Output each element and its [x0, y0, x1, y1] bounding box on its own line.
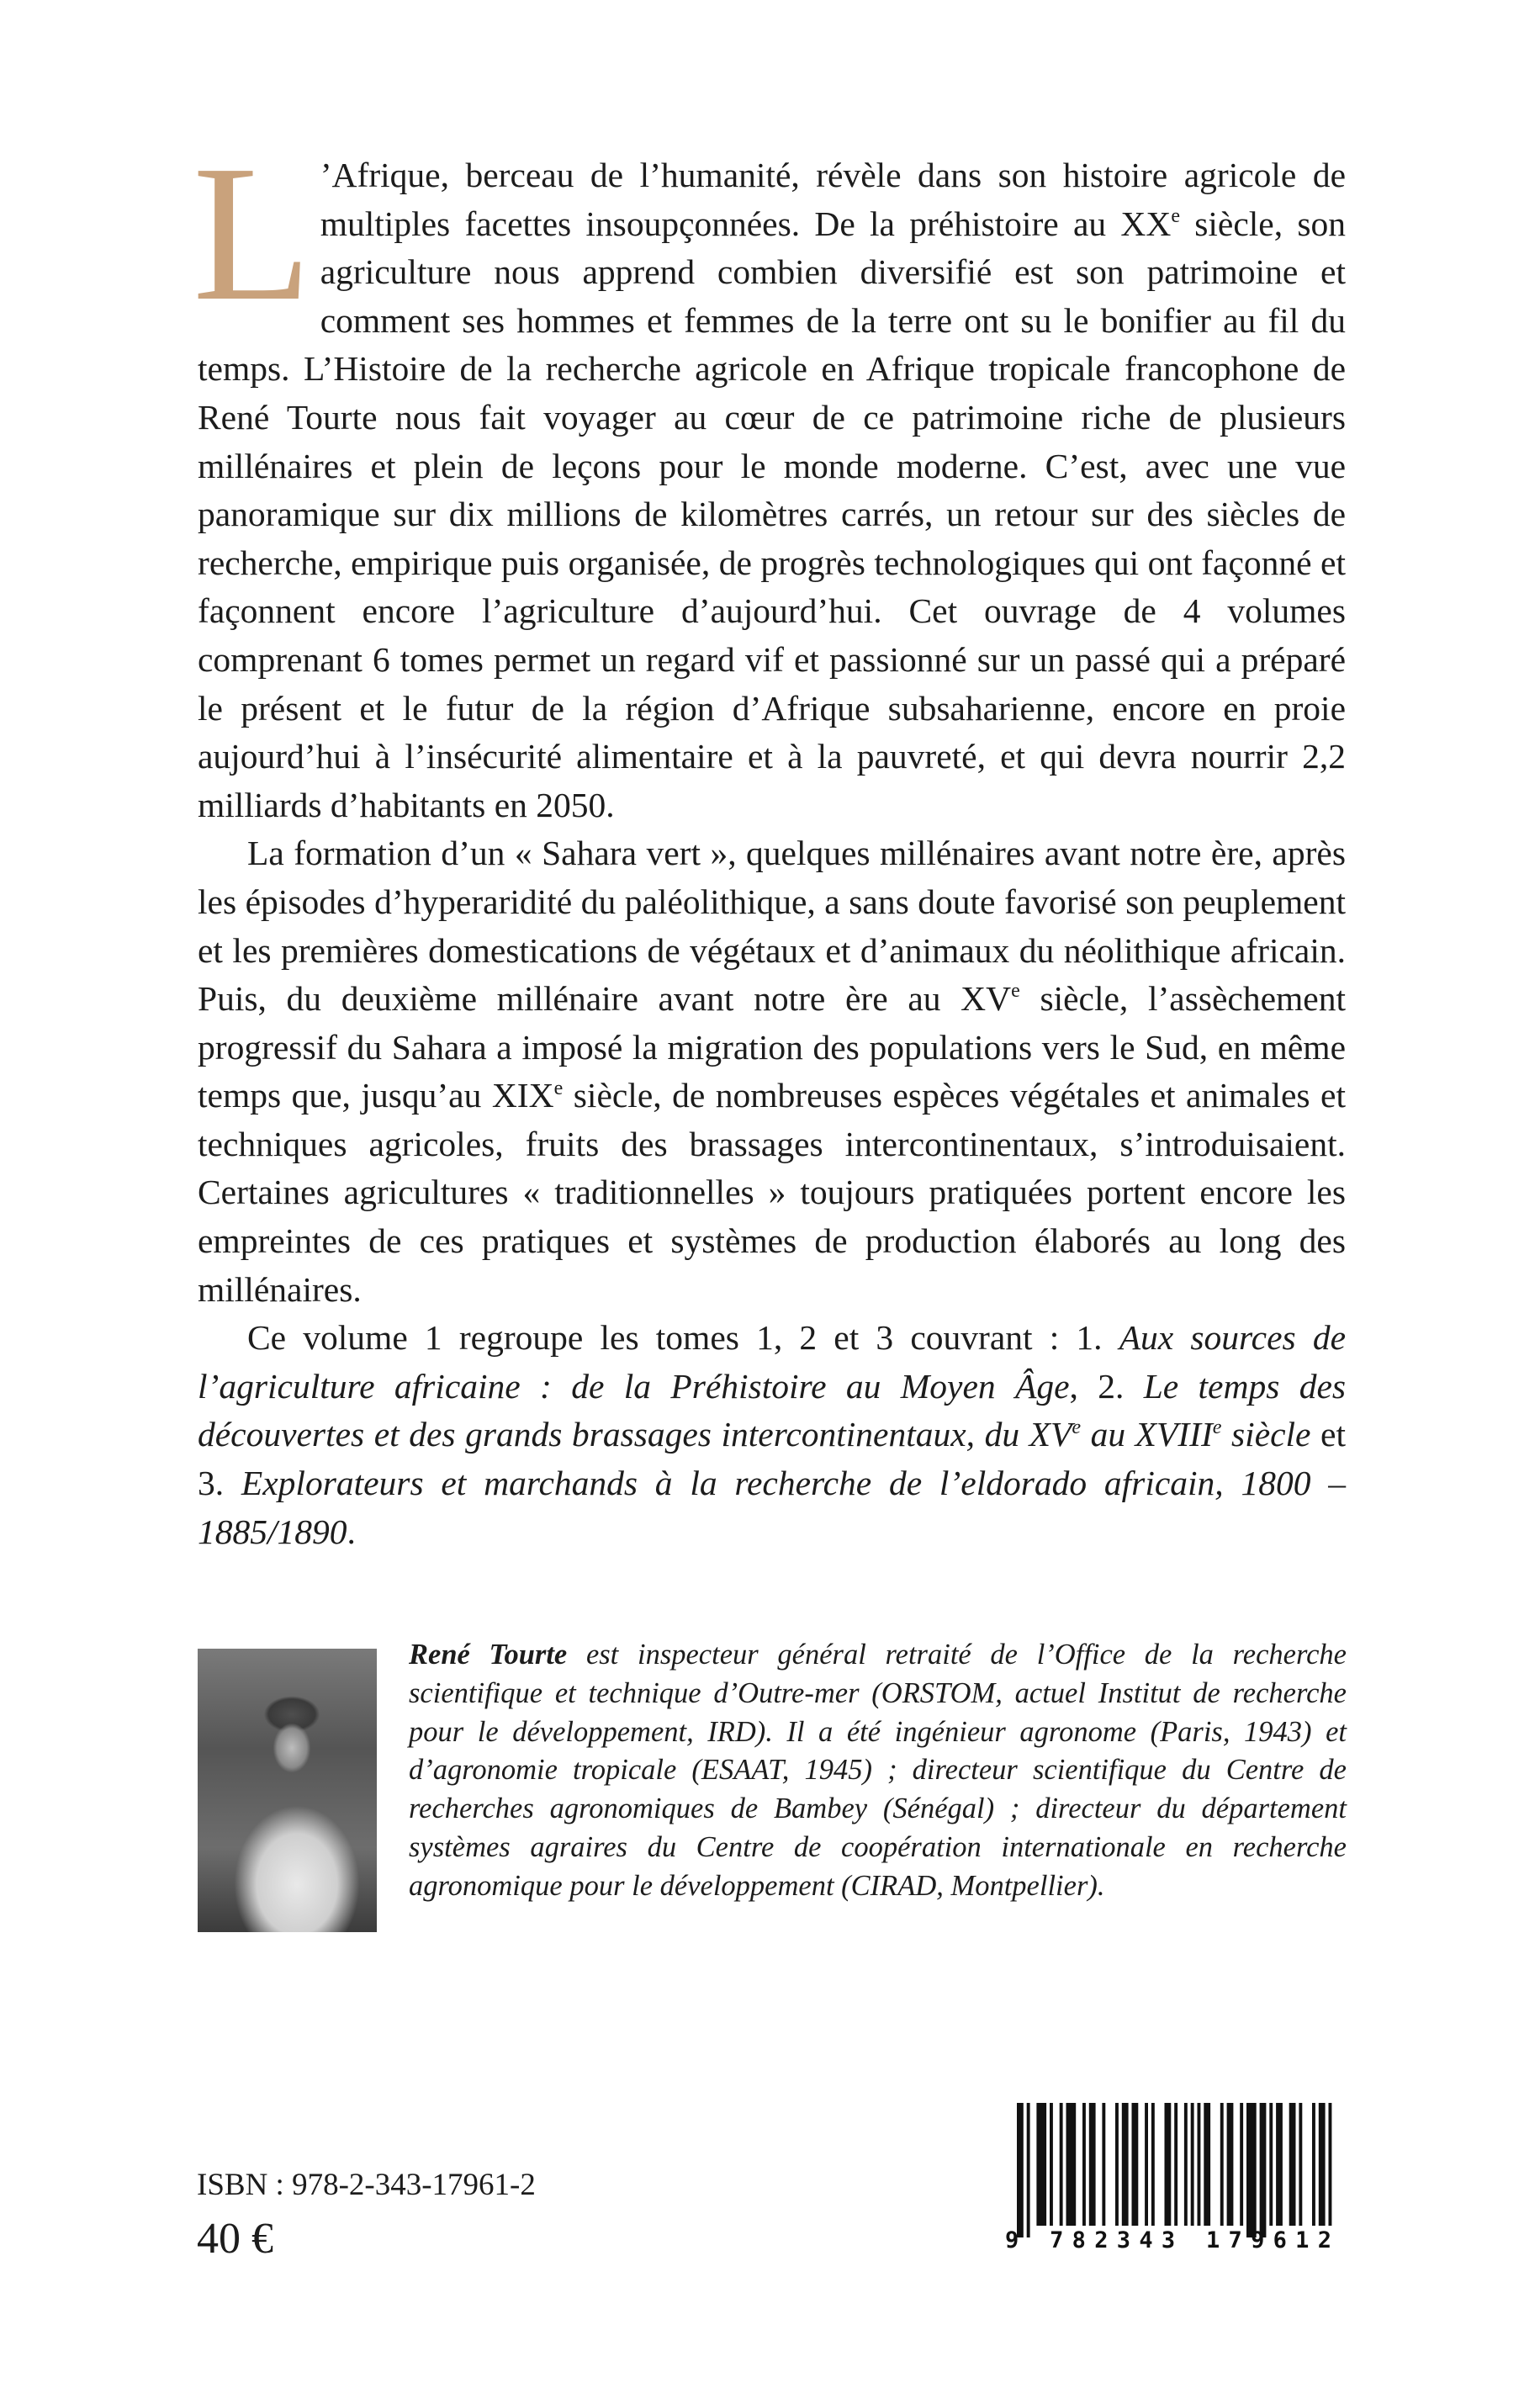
author-photo [198, 1649, 377, 1932]
barcode-bar [1260, 2103, 1267, 2237]
barcode-graphic [998, 2101, 1337, 2253]
barcode-bar [1299, 2103, 1302, 2226]
barcode-bar [1191, 2103, 1194, 2226]
description-text [193, 125, 1347, 1556]
barcode-bar [1017, 2103, 1024, 2237]
tome-1-title: Aux sources de l’agriculture africaine : de la Préhistoire au Moyen Âge [198, 1318, 1346, 1406]
barcode-bar [1204, 2103, 1210, 2226]
barcode-bar [1227, 2103, 1234, 2226]
author-bio: René Tourte est inspecteur général retraité de l’Office de la recherche scientifique et technique d’Outre-mer (ORSTOM, actuel Institut de recherche pour le développement, IRD). Il a été ingénieur agronome (Paris, 1943) et d’agronomie tropicale (ESAAT, 1945) ; directeur scientifique du Centre de recherches agronomiques de Bambey (Sénégal) ; directeur du département systèmes agraires du Centre de coopération internationale en recherche agronomique pour le développement (CIRAD, Montpellier). [409, 1639, 1347, 1902]
barcode-bar [1132, 2103, 1139, 2226]
barcode-bar [1312, 2103, 1315, 2226]
barcode-bar [1145, 2103, 1148, 2226]
barcode-bar [1246, 2103, 1257, 2237]
barcode-bar [1036, 2103, 1046, 2226]
author-name: René Tourte [409, 1639, 568, 1671]
drop-cap: L [193, 125, 312, 342]
barcode-bar [1198, 2103, 1201, 2226]
barcode-bar [1276, 2103, 1283, 2226]
barcode-bar [1102, 2103, 1105, 2226]
paragraph-3: Ce volume 1 regroupe les tomes 1, 2 et 3 couvrant : 1. Aux sources de l’agriculture africaine : de la Préhistoire au Moyen Âge, 2. Le temps des découvertes et des grands brassages intercontinentaux, du XVe au XVIIIe siècle et 3. Explorateurs et marchands à la recherche de l’eldorado africain, 1800 – 1885/1890. [198, 1318, 1347, 1551]
price-label: 40 € [197, 2215, 273, 2263]
barcode-number: 9 782343 179612 [1005, 2227, 1331, 2253]
isbn-label: ISBN : 978-2-343-17961-2 [197, 2168, 536, 2202]
barcode-bar [1174, 2103, 1177, 2226]
tome-3-title: Explorateurs et marchands à la recherche de l’eldorado africain, 1800 – 1885/1890 [198, 1464, 1346, 1551]
barcode-bar [1289, 2103, 1296, 2226]
barcode-bar [1115, 2103, 1119, 2226]
barcode-bar [1050, 2103, 1053, 2226]
barcode-bar [1319, 2103, 1326, 2226]
barcode-bar [1089, 2103, 1096, 2226]
barcode-bar [1027, 2103, 1030, 2237]
barcode-bar [1151, 2103, 1155, 2226]
barcode-bar [1240, 2103, 1243, 2226]
barcode-bar [1060, 2103, 1063, 2226]
barcode-bar [1269, 2103, 1273, 2226]
barcode-bar [1220, 2103, 1224, 2226]
barcode-bar [1329, 2103, 1332, 2226]
tome-2-title: Le temps des découvertes et des grands brassages intercontinentaux, du XVe au XVIIIe siècle [198, 1366, 1347, 1454]
barcode-bar [1165, 2103, 1172, 2226]
paragraph-2: La formation d’un « Sahara vert », quelques millénaires avant notre ère, après les épisodes d’hyperaridité du paléolithique, a sans doute favorisé son peuplement et les premières domestications de végétaux et d’animaux du néolithique africain. Puis, du deuxième millénaire avant notre ère au XVe siècle, l’assèchement progressif du Sahara a imposé la migration des populations vers le Sud, en même temps que, jusqu’au XIXe siècle, de nombreuses espèces végétales et animales et techniques agricoles, fruits des brassages intercontinentaux, s’introduisaient. Certaines agricultures « traditionnelles » toujours pratiquées portent encore les empreintes de ces pratiques et systèmes de production élaborés au long des millénaires. [198, 834, 1346, 1309]
paragraph-1: L ’Afrique, berceau de l’humanité, révèle dans son histoire agricole de multiples facettes insoupçonnées. De la préhistoire au XXe siècle, son agriculture nous apprend combien diversifié est son patrimoine et comment ses hommes et femmes de la terre ont su le bonifier au fil du temps. L’Histoire de la recherche agricole en Afrique tropicale francophone de René Tourte nous fait voyager au cœur de ce patrimoine riche de plusieurs millénaires et plein de leçons pour le monde moderne. C’est, avec une vue panoramique sur dix millions de kilomètres carrés, un retour sur des siècles de recherche, empirique puis organisée, de progrès technologiques qui ont façonné et façonnent encore l’agriculture d’aujourd’hui. Cet ouvrage de 4 volumes comprenant 6 tomes permet un regard vif et passionné sur un passé qui a préparé le présent et le futur de la région d’Afrique subsaharienne, encore en proie aujourd’hui à l’insécurité alimentaire et à la pauvreté, et qui devra nourrir 2,2 milliards d’habitants en 2050. [193, 125, 1347, 824]
barcode-bar [1082, 2103, 1086, 2226]
barcode-bar [1122, 2103, 1129, 2226]
barcode [998, 2101, 1337, 2253]
barcode-bar [1184, 2103, 1188, 2226]
barcode-bar [1066, 2103, 1077, 2226]
